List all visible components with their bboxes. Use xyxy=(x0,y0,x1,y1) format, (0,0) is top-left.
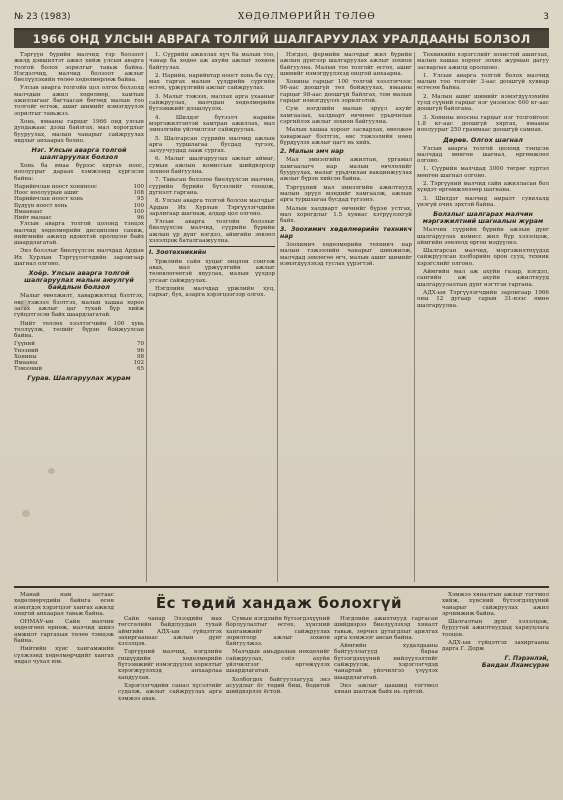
paragraph: 7. Тавьсан болзлоо биелүүлсэн малчин, сүүрийн бүрийн бүтээлийг тооцож, дүгнэлт гаргана. xyxy=(149,177,275,196)
paragraph: Мал эмнэлгийн ажилтан, ургамал хамгаалагч нар малын өвчлөлийг бууруулах, малыг урьдчилан вакцинжуулах ажлыг бүрэн хийсэн байна. xyxy=(280,157,412,183)
paragraph: Техникийн хэрэгслийг зохистой ашиглах, малын хашаа хороог зохих журмын дагуу засварлах ажилд оролцоно. xyxy=(417,52,549,71)
table-row: Тэмээний 65 xyxy=(14,366,144,373)
paragraph: Үржлийн сайн хуцыг онцлон сонгож авах, мал үржүүлгийн ажлыг төлөвлөгөөтэй явуулах, малын үүлдэр угсааг сайжруулах. xyxy=(149,258,275,284)
paragraph: 2. Малын ашиг шимийг нэмэгдүүлэхийн тулд сүүний гарцыг нэг үнээнээс 600 кг-аас доошгүй байлгана. xyxy=(417,93,549,113)
section-heading: I. Зоотехникийн xyxy=(149,249,207,257)
paragraph: Хонь, ямааны гарцыг 1966 онд улсын дундажаас дээш байлгах, мал хорогдлыг бууруулах, малын чанарыг сайжруулах явдлыг анхаарах болно. xyxy=(14,118,144,144)
paragraph: Шалгарсан малчид, мэргэжилтнүүдэд сайжруулсан хэлбэрийн орон сууц, техник хэрэгслийг олгоно. xyxy=(417,248,549,267)
bottom-column-4 xyxy=(334,616,438,792)
main-headline: 1966 ОНД УЛСЫН АВРАГА ТОЛГИЙ ШАЛГАРУУЛАХ УРАЛДААНЫ БОЛЗОЛ xyxy=(14,30,549,48)
table-row: Нийт малаас 96 xyxy=(14,215,144,222)
masthead xyxy=(14,6,549,30)
paragraph: Сумын нэгдлийн бүтээгдэхүүний борлуулалтыг өсгөх, хүнсний хангамжийг сайжруулах зорилгоор ажлыг зохион байгуулжээ. xyxy=(226,616,330,648)
paragraph: 1. Улсын аварга толгой болох малчид малын тоо толгойг 3-аас доошгүй хувиар өсгөсөн байна. xyxy=(417,72,549,92)
issue-number: № 23 (1983) xyxy=(14,12,71,22)
paragraph: Аймгийн мал аж ахуйн газар, нэгдэл, сангийн аж ахуйн ажилтнууд шалгаруулалтын дүнг нэгтгэн гаргана. xyxy=(417,269,549,288)
section-heading: 2. Малын эмч нар xyxy=(280,148,344,156)
paragraph: 3. Шилдэг малчид амралт сувилалд үнэгүй очих эрхтэй байна. xyxy=(417,195,549,208)
paragraph: Улсын аварга толгой цолонд тэнцсэн малчдад мөнгөн шагнал, өргөмжлөл олгоно. xyxy=(417,145,549,165)
bottom-column-5 xyxy=(442,592,549,792)
paragraph: Хонины гарцыг 100 толгой хээлтэгчээс 96-аас доошгүй төл бойжуулах, ямааны гарцыг 98-аас доошгүй байлгах, том малын гарцыг нэмэгдүүлэх зорилготой. xyxy=(280,79,412,105)
paragraph: Малын хашаа хороог засварлах, өвөлжөө хаваржааг бэлтгэх, өвс тэжээлийн нөөц бүрдүүлэх ажлыг цагт нь хийх. xyxy=(280,127,412,146)
paragraph: Малын халдварт өвчнийг бүрэн устгах, мал хорогдлыг 1.5 хувиас хэтрүүлэхгүй байх. xyxy=(280,205,412,225)
bottom-headline: Ёс төдий хандаж болохгүй xyxy=(155,594,403,612)
paragraph: Холбогдох байгууллагууд энэ асуудлыг ёс төдий биш, бодитой шийдвэрлэх ёстой. xyxy=(226,676,330,696)
paragraph: 2. Тэргүүний малчид сайн ажилласан бол хүндэт өргөмжлөлөөр шагнана. xyxy=(417,181,549,194)
paper-title: ХӨДӨЛМӨРИЙН ТӨЛӨӨ xyxy=(238,12,376,22)
paragraph: АДХ-ын Тэргүүлэгчдийн зарлигаар 1966 оны 12 дугаар сарын 31-нээс өмнө шалгаруулна. xyxy=(417,289,549,309)
table-row: Ямаанаас 100 xyxy=(14,208,144,215)
paragraph: Сайн чанар Элээдийн мах төгсгөлийн байдлуудын тухай аймгийн АДХ-ын гүйцэтгэх захиргаанаас ажлын дүнг хэлэлцэв. xyxy=(118,616,222,648)
paragraph: Нэгдлийн малчдад үржлийн хуц, сархаг, бух, азарга хэрэгцээгээр олгох. xyxy=(149,285,275,299)
bottom-column-2 xyxy=(118,616,222,792)
paragraph: Хэмжээ хяналтын ажлыг тогтмол хийж, хүнсний бүтээгдэхүүний чанарыг сайжруулах ажил эрчимжиж байна. xyxy=(442,592,549,617)
paragraph: 3. Малыг тэжээх, маллах арга ухааныг сайжруулах, малчдын хөдөлмөрийн бүтээмжийг дээшлүүлэх. xyxy=(149,93,275,113)
bottom-column-1 xyxy=(14,592,114,792)
section-heading: Хоёр. Улсын аварга толгой шалгаруулах малын аюулгүй байдлын болзол xyxy=(24,269,134,292)
paragraph: ОНМАУ-ын Сайн малчин хөдөлгөөн өрнөж, малчид шинэ амжилт гаргахын төлөө тэмцэж байна. xyxy=(14,619,114,645)
paragraph: Манай нам засгаас хөдөлмөрчдийн байнга өсөн нэмэгдэх хэрэгцээг хангах ажилд онцгой анхаарал тавьж байна. xyxy=(14,592,114,617)
paragraph: 8. Улсын аварга толгой болсон малчдыг Ардын Их Хурлын Тэргүүлэгчдийн зарлигаар шагнаж, алдар цол олгоно. xyxy=(149,198,275,217)
paragraph: Шалгалтын дүнг хэлэлцэж, буруутай ажилтнуудад хариуцлага тооцов. xyxy=(442,619,549,638)
paragraph: 5. Шалгарсан сүүрийн малчид ажлын арга туршлагаа бусдад түгээх, залуучуудад зааж сургах. xyxy=(149,135,275,155)
paragraph: 1. Сүүрийн малчдад 3000 төгрөг хүртэл мөнгөн шагнал олгоно. xyxy=(417,166,549,179)
paragraph: Тэргүүн бүрийн малчид тэр болзоот жилд дэвшилтэт ажил хийж улсын аварга толгой болох зорилгыг тавьж байна. Нэгдэлчид, малчид болзоот ажлыг биелүүлэхийн төлөө хөдөлмөрлөж байна. xyxy=(14,52,144,84)
table-row: Гүүний 70 xyxy=(14,341,144,348)
page-number: 3 xyxy=(543,12,549,22)
paragraph: Малыг өвөлжилт, хаваржилтад бэлтгэх, өвс тэжээл бэлтгэх, малын хашаа хороо засах ажлыг цаг тухай бүр хийж гүйцэтгэсэн байх шаардлагатай. xyxy=(14,293,144,319)
author-signature: Г. Пэрэнлэй, xyxy=(504,654,549,662)
paragraph: Аймгийн худалдааны байгууллагууд бараа бүтээгдэхүүний нийлүүлэлтийг сайжруулж, хэрэглэгчдэд чанартай үйлчилгээ үзүүлэх шаардлагатай. xyxy=(334,643,438,681)
paragraph: Хонь ба ямаа бүрээс хяргах ноос, ноолуурыг дараах хэмжээнд хүргэсэн байна: xyxy=(14,163,144,182)
paragraph: 2. Нарийн, нарийвтар ноост хонь ба сүү, мах гаргах малын үүлдрийн сүргийн өсгөх, үржүүлгийн ажлыг сайжруулах. xyxy=(149,72,275,92)
paragraph: Улсын аварга толгой цолонд тэнцэх малчид хөдөлмөрийн дисциплин сахиж, нийгмийн ажилд идэвхтэй оролцсон байх шаардлагатай. xyxy=(14,221,144,247)
paragraph: АДХ-ын гүйцэтгэх захиргааны дарга Г. Дорж xyxy=(442,640,549,653)
section-heading: 3. Зоохимич хөдөлмөрийн техникч нар xyxy=(280,226,412,240)
table-row: Ноос ноолуурын ашиг 108 xyxy=(14,190,144,197)
table-row: Нарийвчлан ноост хонь 95 xyxy=(14,196,144,203)
paragraph: Улсын аварга толгойн цол олгох болзолд малчдын ажил хөдөлмөр, хамтын ажиллагааг багтаасан бөгөөд малын тоо толгойг өсгөж, ашиг шимийг нэмэгдүүлэх зорилтыг тавьжээ. xyxy=(14,85,144,117)
table-row: Нарийвчлан ноост хониноос 100 xyxy=(14,184,144,191)
paragraph: 6. Малыг шалгаруулах ажлыг аймаг, сумын ажлын комиссын шийдвэрээр зохион байгуулна. xyxy=(149,156,275,176)
paragraph: Нэгдэл, фермийн малчдыг жил бүрийн ажлын дүнгээр шалгаруулах ажлыг зохион байгуулна. Малын тоо толгойг өсгөх, ашиг шимийг нэмэгдүүлэхэд онцгой анхаарна. xyxy=(280,52,412,77)
table-row: Ямааны 102 xyxy=(14,360,144,367)
column-1 xyxy=(14,52,144,582)
section-heading: Дөрөв. Олгох шагнал xyxy=(443,135,523,144)
section-heading: Болзлыг шалгарах малчин мэргэжилтний шагналын журам xyxy=(422,210,544,226)
section-heading: Гурав. Шалгаруулах журам xyxy=(27,374,131,383)
paragraph: 1. Сүүрийн ажиллах хүч ба малын тоо, чанар ба хөдөө аж ахуйн ажлыг зохион байгуулах. xyxy=(149,52,275,71)
paragraph: Тэргүүний малчид, нэгдлийн гишүүдийн хөдөлмөрийн бүтээмжийг нэмэгдүүлэх зорилтыг хэрэгжүүлэхэд анхаарлаа хандуулав. xyxy=(118,649,222,681)
paragraph: Сум нэгдлийн малын эрүүл ахуйг хамгаалах, халдварт өвчнөөс урьдчилан сэргийлэх ажлыг зохион байгуулна. xyxy=(280,106,412,125)
paragraph: Энэ ажлыг цаашид тогтмол хянан шалгаж байх нь зүйтэй. xyxy=(334,682,438,696)
paragraph: Нийтийн хүнс хангамжийн сүлжээнд хөдөлмөрчдийг хангах явдал чухал юм. xyxy=(14,646,114,665)
paragraph: 4. Шилдэг бүтээлч нарийн мэргэжилтэнтэй хамтран ажиллах, мал эмнэлгийн үйлчилгээг сайжруулах. xyxy=(149,114,275,134)
paragraph: Энэ болзлыг биелүүлсэн малчдад Ардын Их Хурлын Тэргүүлэгчдийн зарлигаар шагнал олгоно. xyxy=(14,248,144,268)
bottom-column-3 xyxy=(226,616,330,792)
paragraph: Тэргүүний мал эмнэлгийн ажилтнууд малын эрүүл мэндийг хамгаалж, ажлын арга туршлагаа бусдад түгээнэ. xyxy=(280,184,412,204)
author-signature: Бандан Лхамсүрэн xyxy=(481,661,549,669)
article-columns xyxy=(14,52,549,582)
paragraph: Нэгдлийн ажилтнууд гаргасан шийдвэрээ биелүүлэхэд хяналт тавьж, зөрчил дутагдлыг арилгах арга хэмжээг авсан байна. xyxy=(334,616,438,641)
table-row: Хонины 98 xyxy=(14,353,144,360)
paragraph: 3. Хонины ноосны гарцыг нэг толгойгоос 1.8 кг-аас доошгүй хяргах, ямааны ноолуурыг 250 граммаас доошгүй самнах. xyxy=(417,114,549,134)
section-heading: Нэг. Улсын аварга толгой шалгаруулах болзол xyxy=(31,146,127,162)
paragraph: Зоохимич хөдөлмөрийн техникч нар малын тэжээлийн чанарыг шинжилж, малчдад зөвлөгөө өгч, малын ашиг шимийг нэмэгдүүлэхэд туслах үүрэгтэй. xyxy=(280,242,412,267)
paragraph: Улсын аварга толгойн болзлыг биелүүлсэн малчид, сүүрийн бүрийн ажлын үр дүнг нэгдэл, аймгийн зөвлөл хэлэлцэж баталгаажуулна. xyxy=(149,219,275,245)
bottom-article xyxy=(14,586,549,796)
column-3 xyxy=(280,52,412,582)
paragraph: Малчин сүүрийн бүрийн ажлын дүнг шалгаруулах комисс жил бүр хэлэлцэж, аймгийн зөвлөлд өргөн мэдүүлнэ. xyxy=(417,227,549,246)
paragraph: Хэрэглэгчдийн санал хүсэлтийг судалж, ажлыг сайжруулах арга хэмжээ авав. xyxy=(118,682,222,702)
column-2 xyxy=(149,52,275,582)
paragraph: Малчдын амьдралын нөхцөлийг сайжруулах, соёл ахуйн үйлчилгээг өргөжүүлэх шаардлагатай. xyxy=(226,649,330,675)
table-row: Үнээний 96 xyxy=(14,347,144,354)
paragraph: Нийт төллөх хээлтэгчийн 100 хувь төллүүлж, төлийг бүрэн бойжуулсан байна. xyxy=(14,320,144,340)
column-4 xyxy=(417,52,549,582)
table-row: Бүдүүн ноост хонь 100 xyxy=(14,202,144,209)
